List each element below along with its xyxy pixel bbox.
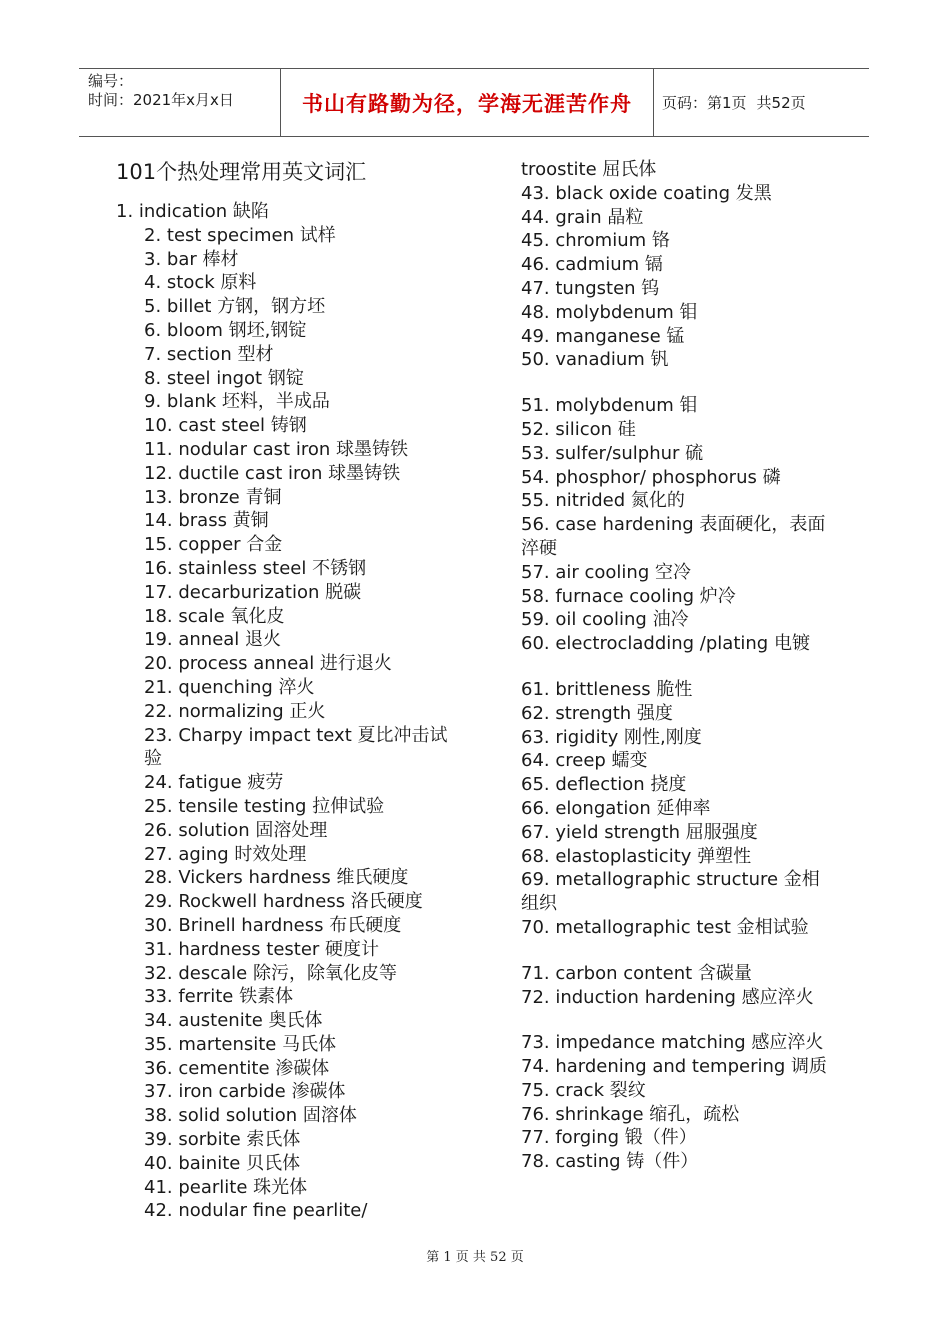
list-item: 30. Brinell hardness 布氏硬度 [144,914,402,936]
list-item: 52. silicon 硅 [521,418,636,440]
list-item: 47. tungsten 钨 [521,277,660,299]
list-item: 57. air cooling 空冷 [521,561,691,583]
list-item: 73. impedance matching 感应淬火 [521,1032,824,1054]
list-item: 20. process anneal 进行退火 [144,653,392,675]
list-item: 70. metallographic test 金相试验 [521,916,809,938]
list-item: 1. indication 缺陷 [116,201,269,222]
list-item: 78. casting 铸（件） [521,1151,699,1173]
list-item: 48. molybdenum 钼 [521,301,698,323]
list-item: 69. metallographic structure 金相组织 [521,869,820,915]
list-item: 5. billet 方钢，钢方坯 [144,296,326,318]
list-item: 53. sulfer/sulphur 硫 [521,442,704,464]
list-item: 46. cadmium 镉 [521,254,663,276]
list-item: 38. solid solution 固溶体 [144,1105,357,1127]
list-item: 14. brass 黄铜 [144,510,269,532]
list-item: 8. steel ingot 钢锭 [144,367,304,389]
motto: 书山有路勤为径，学海无涯苦作舟 [302,91,632,116]
list-item: 54. phosphor/ phosphorus 磷 [521,466,781,488]
list-item: 29. Rockwell hardness 洛氏硬度 [144,891,423,913]
list-item: 68. elastoplasticity 弹塑性 [521,845,752,867]
list-item: 15. copper 合金 [144,534,283,556]
list-item: 23. Charpy impact text 夏比冲击试验 [144,724,448,770]
list-item: 77. forging 锻（件） [521,1127,697,1149]
list-item: 45. chromium 铬 [521,230,670,252]
list-item: 4. stock 原料 [144,272,257,294]
header-page-cell [654,69,869,136]
list-item: 41. pearlite 珠光体 [144,1176,308,1198]
list-item: 42. nodular fine pearlite/ [144,1200,368,1222]
list-item: 74. hardening and tempering 调质 [521,1056,828,1078]
list-item: 12. ductile cast iron 球墨铸铁 [144,462,401,484]
list-item: 58. furnace cooling 炉冷 [521,585,736,607]
list-item: 33. ferrite 铁素体 [144,986,294,1008]
list-item: 34. austenite 奥氏体 [144,1010,323,1032]
list-item: 7. section 型材 [144,343,274,365]
list-item: 25. tensile testing 拉伸试验 [144,795,385,817]
list-item: 11. nodular cast iron 球墨铸铁 [144,438,408,460]
list-item: 17. decarburization 脱碳 [144,581,362,603]
spacer [521,940,836,962]
document-title: 101个热处理常用英文词汇 [116,160,367,184]
page-footer: 第 1 页 共 52 页 [426,1250,524,1265]
list-item: 66. elongation 延伸率 [521,797,711,819]
list-item: 67. yield strength 屈服强度 [521,821,758,843]
list-item: 21. quenching 淬火 [144,676,315,698]
list-item: 55. nitrided 氮化的 [521,490,685,512]
list-item: 9. blank 坯料，半成品 [144,391,330,413]
list-item: 35. martensite 马氏体 [144,1033,337,1055]
list-item: 26. solution 固溶处理 [144,819,328,841]
list-item: 6. bloom 钢坯,钢锭 [144,319,307,341]
list-item: 76. shrinkage 缩孔，疏松 [521,1103,740,1125]
list-item: 24. fatigue 疲劳 [144,772,284,794]
header-table [79,68,869,137]
list-item: 18. scale 氧化皮 [144,605,285,627]
list-item: 62. strength 强度 [521,702,673,724]
list-item: 32. descale 除污，除氧化皮等 [144,962,397,984]
list-item: 2. test specimen 试样 [144,224,336,246]
list-item: 3. bar 棒材 [144,248,239,270]
list-item: 13. bronze 青铜 [144,486,282,508]
list-item: 31. hardness tester 硬度计 [144,938,380,960]
list-item: 27. aging 时效处理 [144,843,307,865]
list-item: 28. Vickers hardness 维氏硬度 [144,867,409,889]
time-label: 时间：2021年x月x日 [88,91,234,109]
list-item: 65. deflection 挠度 [521,774,687,796]
list-item: 39. sorbite 索氏体 [144,1129,301,1151]
spacer [521,1009,836,1031]
list-item: 49. manganese 锰 [521,325,685,347]
list-item: 40. bainite 贝氏体 [144,1152,301,1174]
list-item: 71. carbon content 含碳量 [521,962,752,984]
list-item: 19. anneal 退火 [144,629,282,651]
list-item: 43. black oxide coating 发黑 [521,182,772,204]
list-item: 51. molybdenum 钼 [521,395,698,417]
number-label: 编号： [88,72,134,90]
list-item: 22. normalizing 正火 [144,700,326,722]
page-label: 页码：第1页 [662,94,747,112]
right-column [521,158,836,1174]
header-meta-cell [79,69,281,136]
list-item: 16. stainless steel 不锈钢 [144,557,367,579]
list-item: 10. cast steel 铸钢 [144,415,307,437]
list-item: 59. oil cooling 油冷 [521,609,689,631]
header-motto-cell [281,69,654,136]
list-item: 61. brittleness 脆性 [521,678,693,700]
list-item: 36. cementite 渗碳体 [144,1057,330,1079]
list-item: 64. creep 蠕变 [521,750,648,772]
list-item: 75. crack 裂纹 [521,1079,646,1101]
left-column [116,158,456,1223]
list-item: 63. rigidity 刚性,刚度 [521,726,702,748]
spacer [521,372,836,394]
list-item: 56. case hardening 表面硬化，表面淬硬 [521,514,826,559]
spacer [521,656,836,678]
total-label: 共52页 [756,94,806,112]
list-item: 50. vanadium 钒 [521,349,669,371]
list-item: 44. grain 晶粒 [521,206,644,228]
list-item: troostite 屈氏体 [521,159,657,180]
list-item: 72. induction hardening 感应淬火 [521,986,814,1008]
list-item: 37. iron carbide 渗碳体 [144,1081,346,1103]
list-item: 60. electrocladding /plating 电镀 [521,633,810,655]
